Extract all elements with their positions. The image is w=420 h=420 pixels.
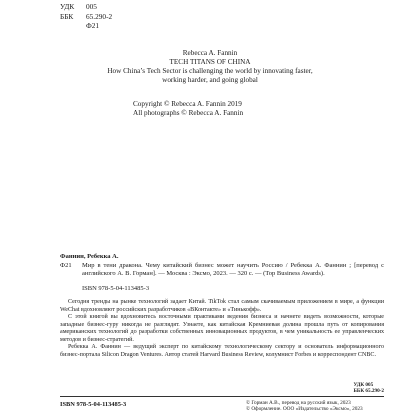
- translation-rights-line: © Горман А.В., перевод на русский язык, 2023: [246, 400, 351, 406]
- annotation: [60, 299, 384, 359]
- copyright-line: Copyright © Rebecca A. Fannin 2019: [133, 100, 242, 108]
- annotation-paragraph: Ребекка А. Фаннин — ведущий эксперт по китайскому технологическому сектору и основатель информационного бизнес-портала Silicon Dragon Ventures. Автор статей Harvard Business Review, колумнист Forbes и корреспондент CNBC.: [60, 344, 384, 358]
- catalog-author-sign: Ф21: [60, 262, 72, 269]
- annotation-paragraph: С этой книгой вы вдохновитесь восточными практиками ведения бизнеса и начнете видеть возможности, которые западные бизнес-гуру никогда не разглядят. Узнаете, как китайская Кремниевая долина прошла путь от копирования американских технологий до разработки собственных инновационных продуктов, в чем уникальность ее управленческих методов и бизнес-стратегий.: [60, 314, 384, 343]
- udk-row: [60, 2, 112, 12]
- bbk-value: 65.290-2: [86, 11, 113, 21]
- annotation-paragraph: Сегодня тренды на рынке технологий задает Китай. TikTok стал самым скачиваемым приложением в мире, а функции WeChat вдохновляют российских разработчиков «ВКонтакте» и «Тинькофф».: [60, 299, 384, 313]
- photographs-copyright-line: All photographs © Rebecca A. Fannin: [133, 108, 244, 117]
- bbk-box-line: ББК 65.290-2: [353, 388, 384, 395]
- catalog-entry: [60, 262, 384, 278]
- bbk-label: ББК: [60, 11, 74, 21]
- classification-block: [60, 2, 112, 31]
- udk-box-line: УДК 005: [353, 382, 374, 388]
- original-subtitle-line2: working harder, and going global: [162, 75, 258, 84]
- author-sign-value: Ф21: [86, 21, 100, 31]
- original-subtitle-line1: How China’s Tech Sector is challenging the world by innovating faster,: [107, 66, 313, 75]
- catalog-card: [60, 253, 384, 359]
- rights-block: [246, 400, 363, 412]
- author-sign-row: [60, 21, 112, 31]
- udk-label: УДК: [60, 2, 75, 11]
- footer-isbn: ISBN 978-5-04-113485-3: [60, 401, 127, 408]
- catalog-entry-text: Мир в тени дракона. Чему китайский бизнес может научить Россию / Ребекка А. Фаннин ; [перевод с английского А. В. Горман]. — Москва : Эксмо, 2023. — 320 с. — (Top Business Awards).: [82, 262, 384, 277]
- udk-value: 005: [86, 2, 97, 11]
- divider: [60, 396, 384, 397]
- udk-bbk-box: [353, 382, 384, 394]
- original-title: TECH TITANS OF CHINA: [169, 57, 251, 66]
- original-author: Rebecca A. Fannin: [182, 49, 238, 57]
- design-rights-line: © Оформление. ООО «Издательство «Эксмо», 2023: [246, 406, 363, 413]
- copyright-block: [133, 100, 243, 118]
- original-edition: [0, 49, 420, 85]
- catalog-author-header: Фаннин, Ребекка А.: [60, 253, 119, 260]
- catalog-isbn: ISBN 978-5-04-113485-3: [82, 285, 150, 292]
- bbk-row: [60, 12, 112, 22]
